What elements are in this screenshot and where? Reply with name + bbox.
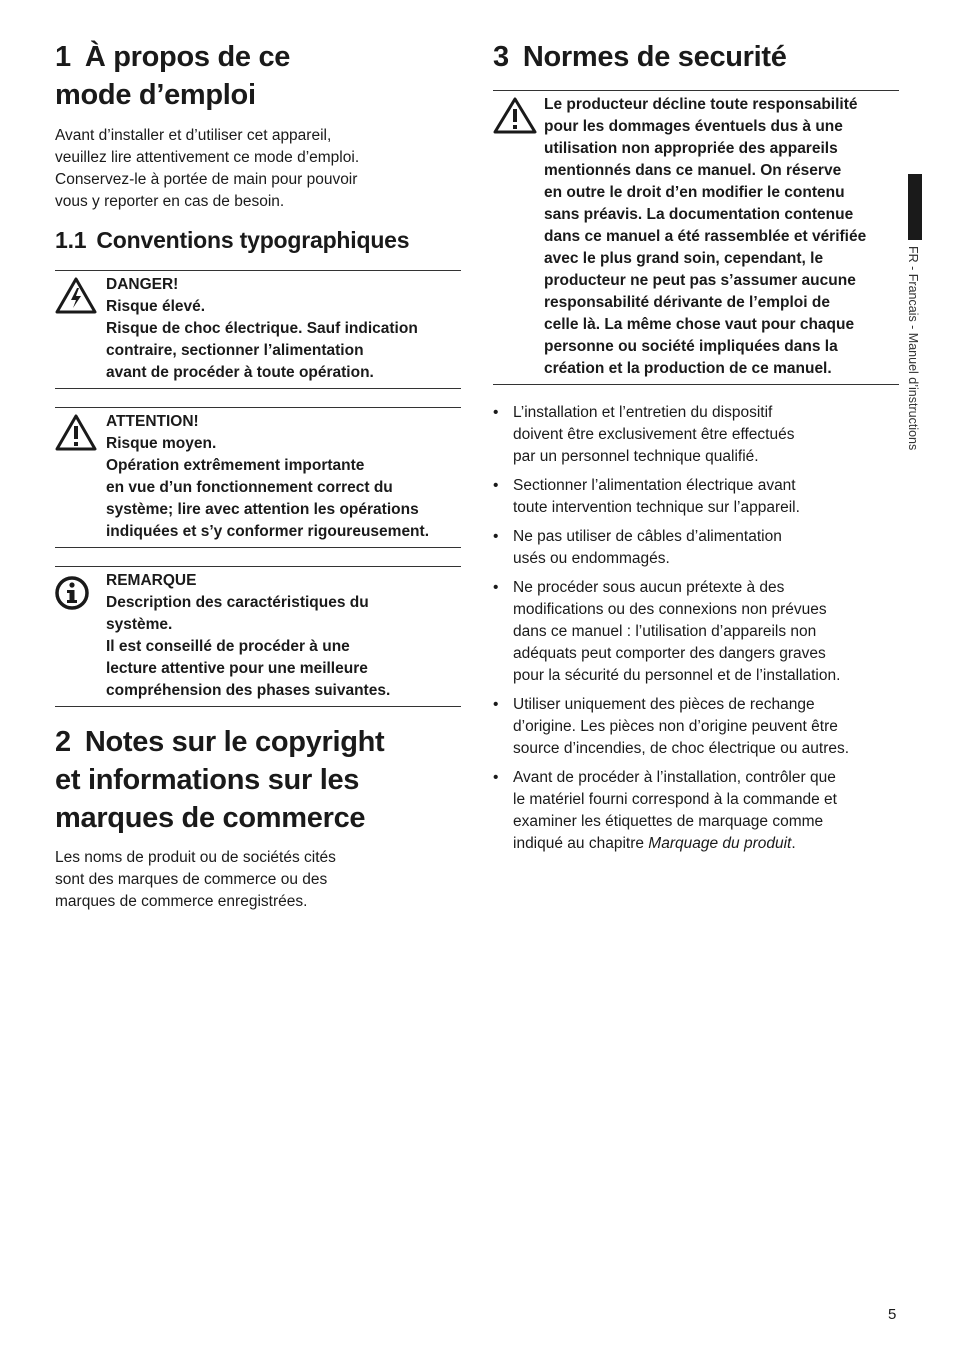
list-item-line: adéquats peut comporter des dangers graves [513, 645, 826, 662]
list-item [493, 767, 899, 855]
disclaimer-line: sans préavis. La documentation contenue [544, 206, 854, 223]
section-1-1-heading [55, 225, 461, 255]
list-item-line [513, 833, 899, 855]
notice-title: ATTENTION! [106, 413, 199, 430]
section-1-body-line: veuillez lire attentivement ce mode d’emploi. [55, 149, 360, 166]
notice-line: système. [106, 616, 173, 633]
section-1-body-line: Conservez-le à portée de main pour pouvoir [55, 171, 358, 188]
list-item-line: pour la sécurité du personnel et de l’installation. [513, 667, 841, 684]
notice-line: Risque moyen. [106, 435, 217, 452]
notice-line: compréhension des phases suivantes. [106, 682, 391, 699]
warning-icon [55, 411, 106, 543]
disclaimer-line: utilisation non appropriée des appareils [544, 140, 838, 157]
section-1-heading [55, 38, 461, 114]
bullet: • [493, 696, 499, 713]
disclaimer-line: personne ou société impliquées dans la [544, 338, 838, 355]
list-item-line: L’installation et l’entretien du dispositif [513, 404, 773, 421]
left-column [55, 38, 461, 913]
section-1-body-line: Avant d’installer et d’utiliser cet appareil, [55, 127, 332, 144]
section-3-number: 3 [493, 41, 509, 73]
list-item [493, 402, 899, 468]
list-item [493, 526, 899, 570]
list-item-line: modifications ou des connexions non prévues [513, 601, 827, 618]
disclaimer-line: dans ce manuel a été rassemblée et vérifiée [544, 228, 867, 245]
section-1-body-line: vous y reporter en cas de besoin. [55, 193, 285, 210]
list-item-line: Ne pas utiliser de câbles d’alimentation [513, 528, 782, 545]
right-column [493, 38, 899, 862]
disclaimer-line: création et la production de ce manuel. [544, 360, 832, 377]
list-item-line: Utiliser uniquement des pièces de rechange [513, 696, 815, 713]
section-3-heading [493, 38, 899, 76]
section-2-title-line-1: Notes sur le copyright [84, 726, 385, 758]
danger-notice [55, 270, 461, 389]
section-1-title-line-2: mode d’emploi [55, 79, 256, 111]
side-label-text: FR - Francais - Manuel d’instructions [906, 246, 920, 451]
remarque-notice-text [106, 570, 390, 702]
section-1-1-number: 1.1 [55, 227, 87, 253]
side-label [906, 246, 924, 486]
danger-notice-text [106, 274, 418, 384]
section-2-title-line-3: marques de commerce [55, 802, 366, 834]
page-number: 5 [888, 1306, 897, 1323]
notice-line: Description des caractéristiques du [106, 594, 369, 611]
disclaimer-line: producteur ne peut pas s’assumer aucune [544, 272, 856, 289]
attention-notice [55, 407, 461, 548]
attention-notice-text [106, 411, 429, 543]
notice-title: DANGER! [106, 276, 179, 293]
notice-line: système; lire avec attention les opérations [106, 501, 419, 518]
language-tab-marker [908, 174, 922, 240]
list-item-line: Ne procéder sous aucun prétexte à des [513, 579, 785, 596]
warning-icon [493, 94, 544, 380]
section-2-body-line: marques de commerce enregistrées. [55, 893, 308, 910]
bullet: • [493, 404, 499, 421]
section-1-number: 1 [55, 41, 71, 73]
section-1-title-line-1: À propos de ce [84, 41, 291, 73]
bullet: • [493, 769, 499, 786]
disclaimer-line: Le producteur décline toute responsabilité [544, 96, 858, 113]
disclaimer-notice [493, 90, 899, 385]
disclaimer-text [544, 94, 866, 380]
bullet: • [493, 528, 499, 545]
list-item-text: . [791, 835, 796, 852]
list-item [493, 694, 899, 760]
disclaimer-line: responsabilité dérivante de l’emploi de [544, 294, 830, 311]
bullet: • [493, 579, 499, 596]
notice-line: Risque de choc électrique. Sauf indication [106, 320, 418, 337]
bullet: • [493, 477, 499, 494]
list-item [493, 577, 899, 687]
list-item-line: examiner les étiquettes de marquage comme [513, 813, 824, 830]
section-2-body-line: sont des marques de commerce ou des [55, 871, 328, 888]
notice-line: Risque élevé. [106, 298, 206, 315]
list-item [493, 475, 899, 519]
list-item-line: d’origine. Les pièces non d’origine peuvent être [513, 718, 838, 735]
section-2-heading [55, 723, 461, 837]
list-item-line: le matériel fourni correspond à la commande et [513, 791, 837, 808]
list-item-line: par un personnel technique qualifié. [513, 448, 759, 465]
list-item-line: Sectionner l’alimentation électrique avant [513, 477, 796, 494]
notice-line: contraire, sectionner l’alimentation [106, 342, 364, 359]
disclaimer-line: celle là. La même chose vaut pour chaque [544, 316, 855, 333]
list-item-line: usés ou endommagés. [513, 550, 670, 567]
section-3-title: Normes de securité [522, 41, 787, 73]
notice-line: indiquées et s’y conformer rigoureusement. [106, 523, 429, 540]
disclaimer-line: pour les dommages éventuels dus à une [544, 118, 843, 135]
disclaimer-line: avec le plus grand soin, cependant, le [544, 250, 824, 267]
list-item-line: source d’incendies, de choc électrique ou autres. [513, 740, 850, 757]
list-item-text: indiqué au chapitre [513, 835, 649, 852]
electric-hazard-icon [55, 274, 106, 384]
section-1-1-title: Conventions typographiques [96, 227, 410, 253]
section-2-number: 2 [55, 726, 71, 758]
section-1-body [55, 125, 461, 213]
list-item-line: dans ce manuel : l’utilisation d’appareils non [513, 623, 817, 640]
notice-line: Opération extrêmement importante [106, 457, 365, 474]
notice-line: en vue d’un fonctionnement correct du [106, 479, 393, 496]
info-icon [55, 570, 106, 702]
section-2-body [55, 847, 461, 913]
section-2-title-line-2: et informations sur les [55, 764, 360, 796]
notice-title: REMARQUE [106, 572, 197, 589]
safety-bullet-list [493, 402, 899, 855]
list-item-line: toute intervention technique sur l’appareil. [513, 499, 800, 516]
section-2-body-line: Les noms de produit ou de sociétés cités [55, 849, 336, 866]
notice-line: lecture attentive pour une meilleure [106, 660, 368, 677]
list-item-line: Avant de procéder à l’installation, contrôler que [513, 769, 836, 786]
list-item-line: doivent être exclusivement être effectués [513, 426, 795, 443]
disclaimer-line: en outre le droit d’en modifier le contenu [544, 184, 845, 201]
remarque-notice [55, 566, 461, 707]
notice-line: Il est conseillé de procéder à une [106, 638, 350, 655]
disclaimer-line: mentionnés dans ce manuel. On réserve [544, 162, 842, 179]
chapter-reference: Marquage du produit [648, 835, 792, 852]
notice-line: avant de procéder à toute opération. [106, 364, 374, 381]
